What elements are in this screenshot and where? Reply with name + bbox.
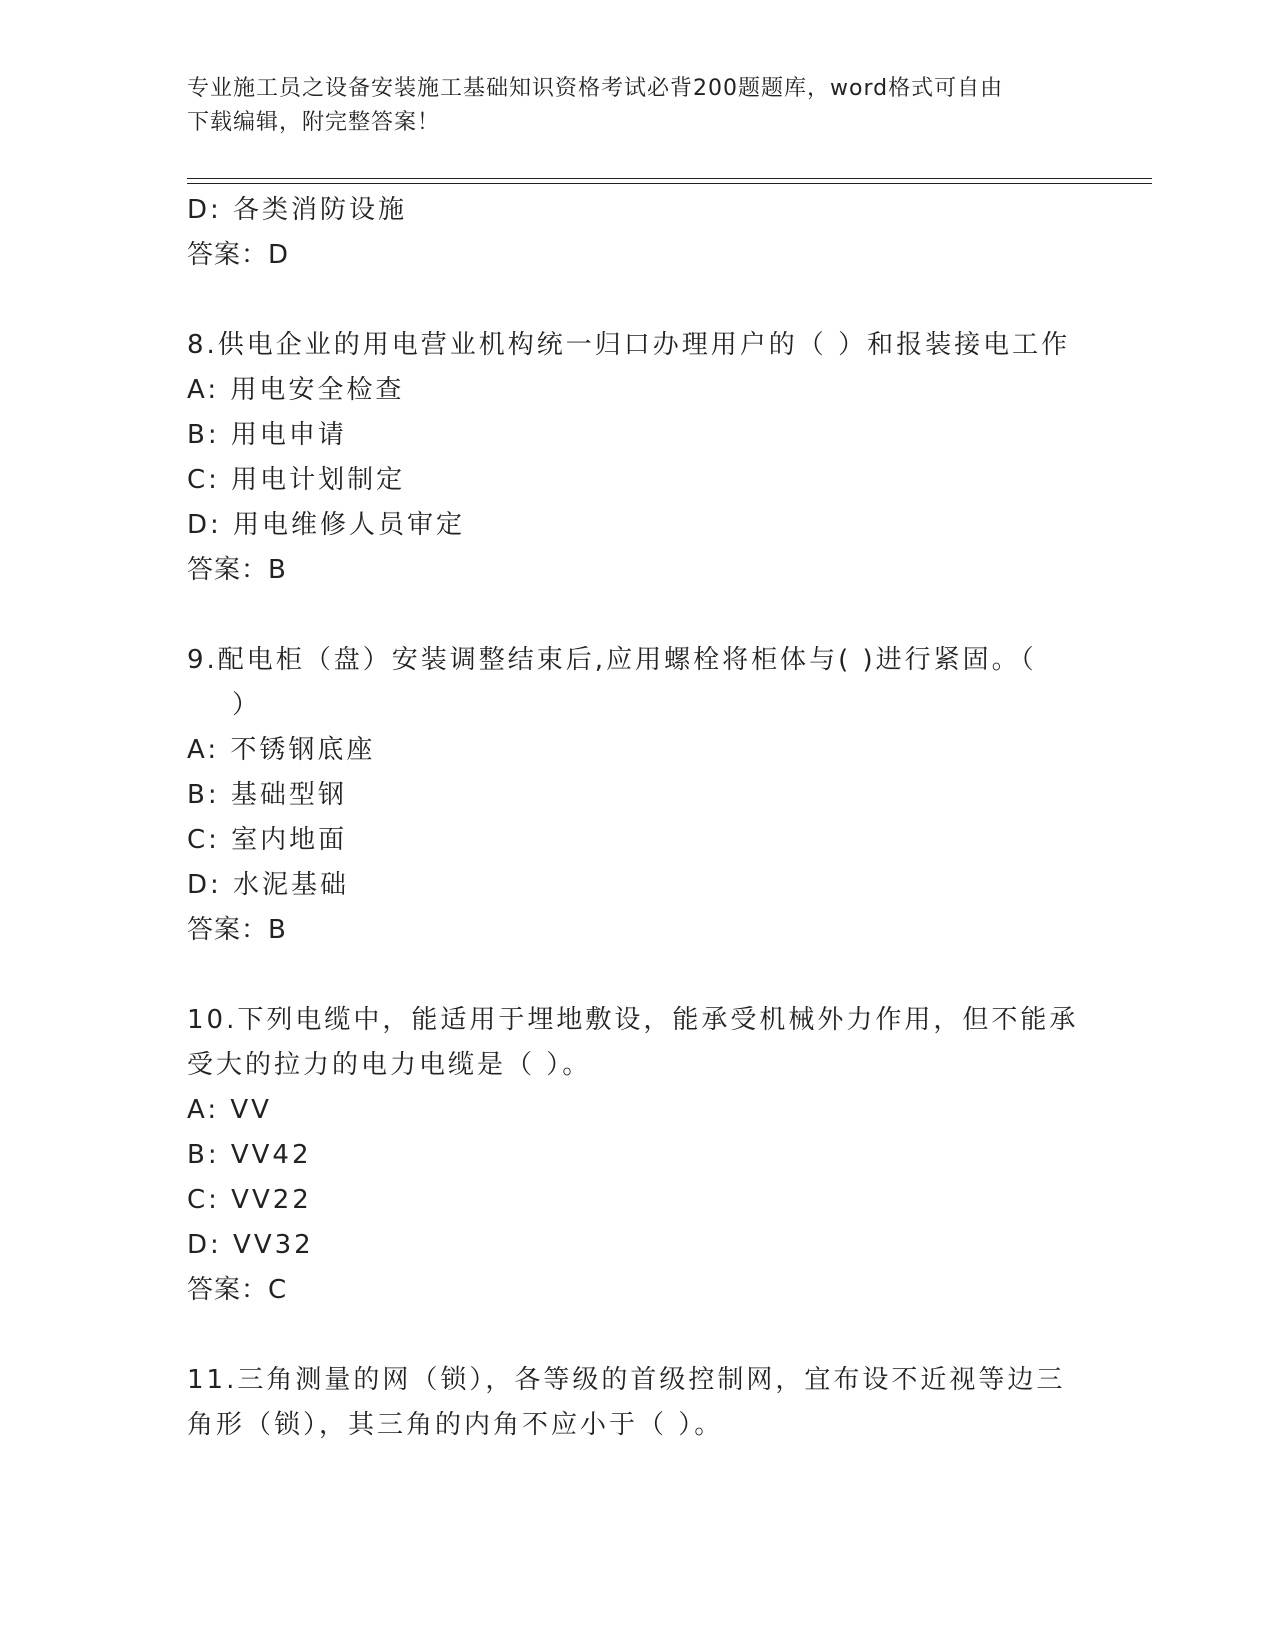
document-header [187,72,1077,140]
header-title-line-2: 下载编辑，附完整答案！ [187,110,441,135]
q9-option-d: D: 水泥基础 [187,870,350,900]
q8-option-b: B: 用电申请 [187,420,347,450]
q10-option-d: D: VV32 [187,1230,314,1260]
q8-stem: 8.供电企业的用电营业机构统一归口办理用户的（ ）和报装接电工作 [187,330,1071,360]
q10-option-a: A: VV [187,1095,272,1125]
q10-answer: 答案：C [187,1275,288,1305]
q10-stem-line-1: 10.下列电缆中，能适用于埋地敷设，能承受机械外力作用，但不能承 [187,1005,1079,1035]
q10-option-c: C: VV22 [187,1185,312,1215]
q8-answer: 答案：B [187,555,287,585]
q10-option-b: B: VV42 [187,1140,312,1170]
q8-option-d: D: 用电维修人员审定 [187,510,466,540]
q11-stem-line-1: 11.三角测量的网（锁），各等级的首级控制网，宜布设不近视等边三 [187,1365,1066,1395]
q9-option-a: A: 不锈钢底座 [187,735,376,765]
q9-answer: 答案：B [187,915,287,945]
header-title-line-1: 专业施工员之设备安装施工基础知识资格考试必背200题题库，word格式可自由 [187,76,1004,101]
q9-stem-line-2: ） [232,690,262,720]
q9-stem-line-1: 9.配电柜（盘）安装调整结束后,应用螺栓将柜体与( )进行紧固。（ [187,645,1037,675]
q8-option-c: C: 用电计划制定 [187,465,406,495]
header-divider-bottom [187,183,1152,184]
q7-option-d: D: 各类消防设施 [187,195,408,225]
q11-stem-line-2: 角形（锁），其三角的内角不应小于（ ）。 [187,1410,724,1440]
q9-option-b: B: 基础型钢 [187,780,347,810]
q8-option-a: A: 用电安全检查 [187,375,405,405]
q7-answer: 答案：D [187,240,290,270]
header-divider-top [187,178,1152,179]
q10-stem-line-2: 受大的拉力的电力电缆是（ ）。 [187,1050,592,1080]
q9-option-c: C: 室内地面 [187,825,348,855]
